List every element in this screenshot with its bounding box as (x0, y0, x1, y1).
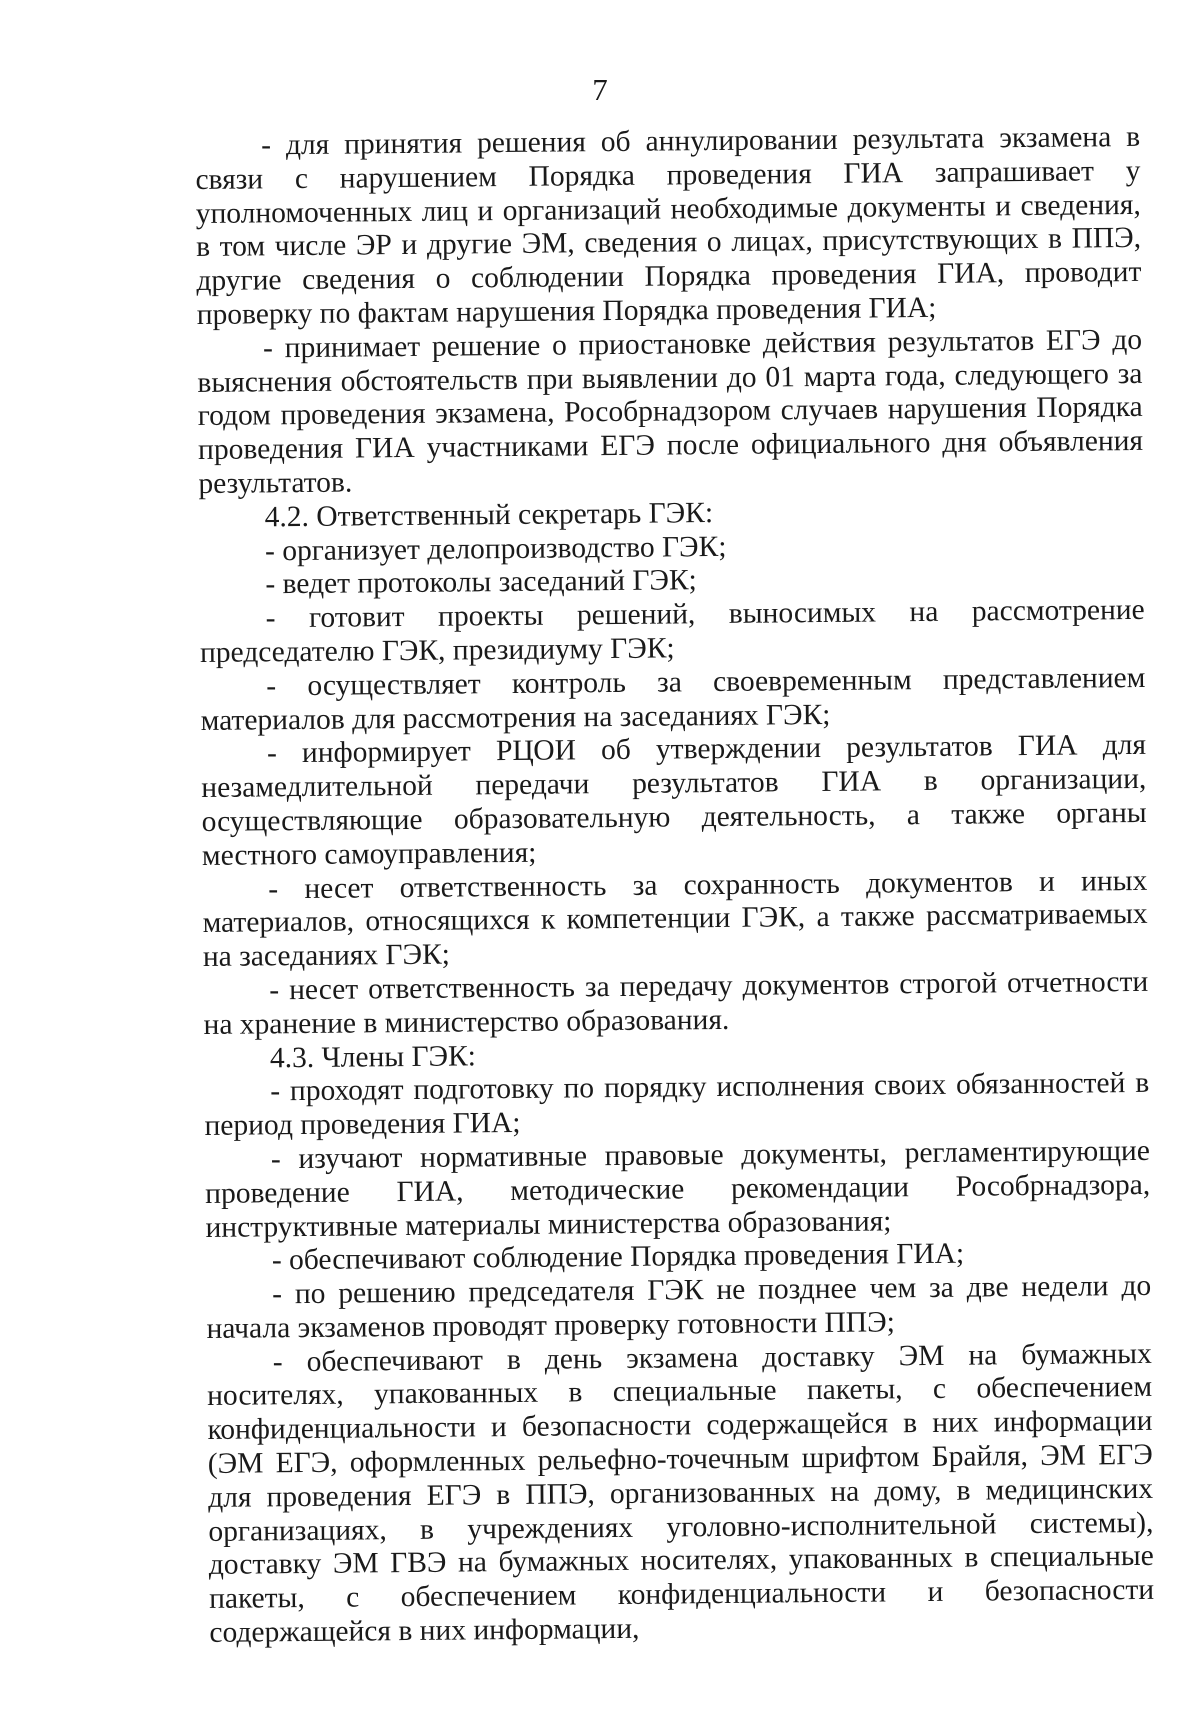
paragraph: - по решению председателя ГЭК не позднее чем за две недели до начала экзаменов проводят проверку готовности ППЭ; (206, 1269, 1152, 1345)
paragraph: - принимает решение о приостановке действия результатов ЕГЭ до выяснения обстоятельств при выявлении до 01 марта года, следующего за годом проведения экзамена, Рособрнадзором случаев нарушения Порядка проведения ГИА участниками ЕГЭ после официального дня объявления результатов. (197, 323, 1144, 500)
paragraph: - изучают нормативные правовые документы, регламентирующие проведение ГИА, методические рекомендации Рособрнадзора, инструктивные материалы министерства образования; (205, 1134, 1151, 1244)
paragraph: - обеспечивают соблюдение Порядка проведения ГИА; (271, 1237, 965, 1277)
paragraph: - для принятия решения об аннулировании результата экзамена в связи с нарушением Порядка проведения ГИА запрашивает у уполномоченных лиц и организаций необходимые документы и сведения, в том числе ЭР и другие ЭМ, сведения о лицах, присутствующих в ППЭ, другие сведения о соблюдении Порядка проведения ГИА, проводит проверку по фактам нарушения Порядка проведения ГИА; (195, 120, 1142, 331)
paragraph: - обеспечивают в день экзамена доставку ЭМ на бумажных носителях, упакованных в специальные пакеты, с обеспечением конфиденциальности и безопасности содержащейся в них информации (ЭМ ЕГЭ, оформленных рельефно-точечным шрифтом Брайля, ЭМ ЕГЭ для проведения ЕГЭ в ППЭ, организованных на дому, в медицинских организациях, в учреждениях уголовно-исполнительной системы), доставку ЭМ ГВЭ на бумажных носителях, упакованных в специальные пакеты, с обеспечением конфиденциальности и безопасности содержащейся в них информации, (207, 1337, 1155, 1649)
paragraph: - информирует РЦОИ об утверждении результатов ГИА для незамедлительной передачи результатов ГИА в организации, осуществляющие образовательную деятельность, а также органы местного самоуправления; (201, 729, 1147, 872)
paragraph: - ведет протоколы заседаний ГЭК; (265, 564, 697, 601)
section-heading: 4.2. Ответственный секретарь ГЭК: (264, 496, 714, 534)
paragraph: - проходят подготовку по порядку исполнения своих обязанностей в период проведения ГИА; (204, 1067, 1150, 1143)
paragraph: - осуществляет контроль за своевременным представлением материалов для рассмотрения на заседаниях ГЭК; (200, 661, 1146, 737)
paragraph: - несет ответственность за сохранность документов и иных материалов, относящихся к компетенции ГЭК, а также рассматриваемых на заседаниях ГЭК; (202, 864, 1148, 974)
paragraph: - организует делопроизводство ГЭК; (264, 530, 727, 567)
paragraph: - несет ответственность за передачу документов строгой отчетности на хранение в министерство образования. (203, 965, 1149, 1041)
document-body (195, 121, 1155, 1651)
section-heading: 4.3. Члены ГЭК: (269, 1039, 477, 1074)
paragraph: - готовит проекты решений, выносимых на рассмотрение председателю ГЭК, президиуму ГЭК; (199, 594, 1145, 669)
page-number: 7 (592, 72, 608, 107)
